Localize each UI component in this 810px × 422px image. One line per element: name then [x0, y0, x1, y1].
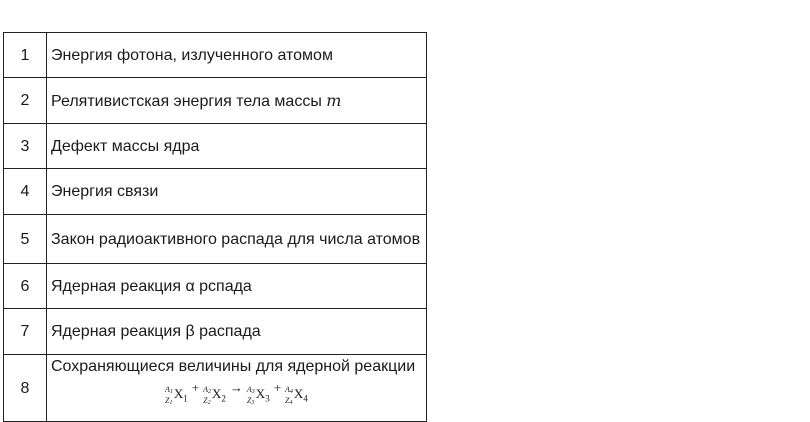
row-number: 2: [4, 78, 47, 124]
row-number: 7: [4, 309, 47, 355]
nuclide-2: $A_2$ $Z_2$ $X_2$: [203, 385, 226, 406]
row-description: [47, 355, 427, 422]
row-number: 5: [4, 215, 47, 264]
nuclear-reaction-formula: [165, 381, 422, 407]
mass-symbol: m: [326, 90, 342, 110]
physics-formulas-table: [3, 32, 427, 422]
row-description: [47, 78, 427, 124]
arrow-sign: →: [229, 380, 243, 395]
row-number: 4: [4, 169, 47, 215]
nuclide-1: $A_1$ $Z_1$ $X_1$: [165, 385, 188, 406]
table-row: [4, 264, 427, 309]
row-description-text: Сохраняющиеся величины для ядерной реакции: [51, 358, 416, 375]
row-number: 3: [4, 124, 47, 169]
row-description: Ядерная реакция α рспада: [47, 264, 427, 309]
row-description: Дефект массы ядра: [47, 124, 427, 169]
row-description: Энергия связи: [47, 169, 427, 215]
table-row: [4, 124, 427, 169]
table-row: [4, 33, 427, 78]
plus-sign: +: [273, 380, 282, 395]
table-row: [4, 78, 427, 124]
row-description: Энергия фотона, излученного атомом: [47, 33, 427, 78]
table-row: [4, 309, 427, 355]
row-description: Ядерная реакция β распада: [47, 309, 427, 355]
row-number: 6: [4, 264, 47, 309]
row-number: 1: [4, 33, 47, 78]
nuclide-3: $A_3$ $Z_3$ $X_3$: [246, 385, 270, 406]
row-description-text: Релятивистская энергия тела массы: [51, 92, 327, 110]
row-number: 8: [4, 355, 47, 422]
plus-sign: +: [191, 380, 200, 395]
table-row: [4, 355, 427, 422]
table-row: [4, 215, 427, 264]
table-row: [4, 169, 427, 215]
nuclide-4: $A_4$ $Z_4$ $X_4$: [285, 385, 308, 406]
row-description: Закон радиоактивного распада для числа атомов: [47, 215, 427, 264]
